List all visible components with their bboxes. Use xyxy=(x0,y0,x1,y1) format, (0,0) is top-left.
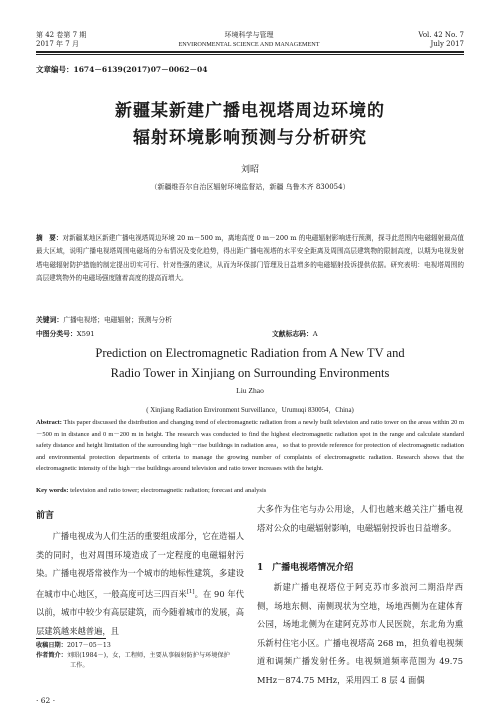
page-number: · 62 · xyxy=(36,696,56,705)
foreword-citation: [1] xyxy=(186,588,195,595)
header-right xyxy=(418,31,464,49)
foreword-heading: 前言 xyxy=(36,511,55,521)
footnote xyxy=(36,641,244,671)
article-number: 文章编号：1674－6139(2017)07－0062－04 xyxy=(36,65,208,74)
received-label: 收稿日期： xyxy=(36,642,67,649)
author-cn: 刘昭 xyxy=(240,165,259,175)
doc-code-value: A xyxy=(312,330,318,338)
abstract-en-text: This paper discussed the distribution and changing trend of electromagnetic radiation from a newly built television and ratio tower on the areas within 20 m－500 m in distance and 0 m－200 m in height. The research was conducted to find the highest electromagnetic radiation spot in the range and calculate standard safety distance and height limitation of the surrounding high－rise buildings in radiation area，so that to provide reference for protection of electromagnetic radiation and environmental protection departments of criteria to manage the growing number of complaints of electromagnetic radiation. Research shows that the electromagnetic intensity of the high－rise buildings around television and ratio tower increases with the height. xyxy=(36,419,464,473)
keywords-en xyxy=(36,487,266,494)
title-cn-line2: 辐射环境影响预测与分析研究 xyxy=(133,128,367,148)
clc-number xyxy=(36,330,95,339)
header-center xyxy=(120,31,378,49)
section1-text: 新建广播电视塔位于阿克苏市多浪河二期沿岸西侧，场地东侧、南侧现状为空地，场地西侧为在建体育公园，场地北侧为在建阿克苏市人民医院，东北角为熏乐新村住宅小区。广播电视塔高 268 m，担负着电视频道和调频广播发射任务。电视频道频率范围为 49.75 MHz－874.75 MHz，采用四工 8 层 4 面偶 xyxy=(257,582,463,685)
right-col-text: 大多作为住宅与办公用途，人们也越来越关注广播电视塔对公众的电磁辐射影响，电磁辐射投诉也日益增多。 xyxy=(257,504,463,533)
section1-heading: 1 广播电视塔情况介绍 xyxy=(257,563,354,573)
header-volume-cn: 第 42 卷第 7 期 xyxy=(36,31,87,39)
abstract-cn xyxy=(36,232,464,286)
abstract-cn-label: 摘 要： xyxy=(36,234,63,242)
header-date-en: July 2017 xyxy=(430,40,464,48)
document-code xyxy=(272,330,318,339)
author-bio-label: 作者简介： xyxy=(36,652,67,659)
section1-body xyxy=(257,578,463,690)
header-rule-thick xyxy=(36,51,464,53)
affiliation-en: ( Xinjiang Radiation Environment Surveillance，Urumuqi 830054，China) xyxy=(146,407,354,414)
author-bio-line2: 工作。 xyxy=(70,662,89,669)
header-volume-en: Vol. 42 No. 7 xyxy=(418,31,464,39)
foreword-text-cont: 。在 90 年代以前，城市中较少有高层建筑，而今随着城市的发展，高层建筑越来越普遍，且 xyxy=(36,588,244,636)
title-cn-line1: 新疆某新建广播电视塔周边环境的 xyxy=(115,101,385,121)
foreword-body xyxy=(36,527,244,640)
header-date-cn: 2017 年 7 月 xyxy=(36,40,79,48)
abstract-en-label: Abstract: xyxy=(36,419,62,426)
header-rule-thin xyxy=(36,54,464,55)
title-en-line1: Prediction on Electromagnetic Radiation from A New TV and xyxy=(95,346,405,360)
received-value: 2017－05－13 xyxy=(66,642,111,649)
header-journal-en: ENVIRONMENTAL SCIENCE AND MANAGEMENT xyxy=(178,41,320,48)
clc-value: X591 xyxy=(76,330,95,338)
keywords-cn-label: 关键词： xyxy=(36,316,64,324)
author-bio-line1: 刘昭(1984－)，女，工程师，主要从事辐射防护与环境保护 xyxy=(66,652,230,659)
keywords-cn-text: 广播电视塔；电磁辐射；预测与分析 xyxy=(63,316,172,324)
abstract-cn-text: 对新疆某地区新建广播电视塔周边环境 20 m－500 m，离地高度 0 m－200 m 的电磁辐射影响进行预测，探寻此范围内电磁辐射最高值最大区域，说明广播电视塔周围电磁场的分布情况及变化趋势，得出距广播电视塔的水平安全距离及周围高层建筑物的限制高度，以期为电视发射塔电磁辐射防护措施的制定提出切实可行、针对性强的建议，从而为环保部门管理及日益增多的电磁辐射投诉提供依据。研究表明：电视塔周围的高层建筑物外的电磁场强度随着高度的提高而增大。 xyxy=(36,234,465,283)
author-en: Liu Zhao xyxy=(236,386,264,395)
abstract-en xyxy=(36,417,464,475)
footnote-rule xyxy=(36,638,106,639)
doc-code-label: 文献标志码： xyxy=(272,330,313,338)
keywords-en-label: Key words: xyxy=(36,487,69,494)
header-journal-cn: 环境科学与管理 xyxy=(224,31,274,39)
keywords-en-text: television and ratio tower; electromagnetic radiation; forecast and analysis xyxy=(70,487,267,494)
keywords-cn xyxy=(36,316,172,325)
title-en-line2: Radio Tower in Xinjiang on Surrounding Environments xyxy=(110,366,390,380)
affiliation-cn: （新疆维吾尔自治区辐射环境监督站，新疆 乌鲁木齐 830054） xyxy=(150,183,350,191)
right-column-intro xyxy=(257,500,463,537)
foreword-text: 广播电视成为人们生活的重要组成部分，它在造福人类的同时，也对周围环境造成了一定程度的电磁辐射污染。广播电视塔常被作为一个城市的地标性建筑，多建设在城市中心地区，一般高度可达三四百米 xyxy=(36,531,244,599)
clc-label: 中图分类号： xyxy=(36,330,77,338)
header-left xyxy=(36,31,86,49)
